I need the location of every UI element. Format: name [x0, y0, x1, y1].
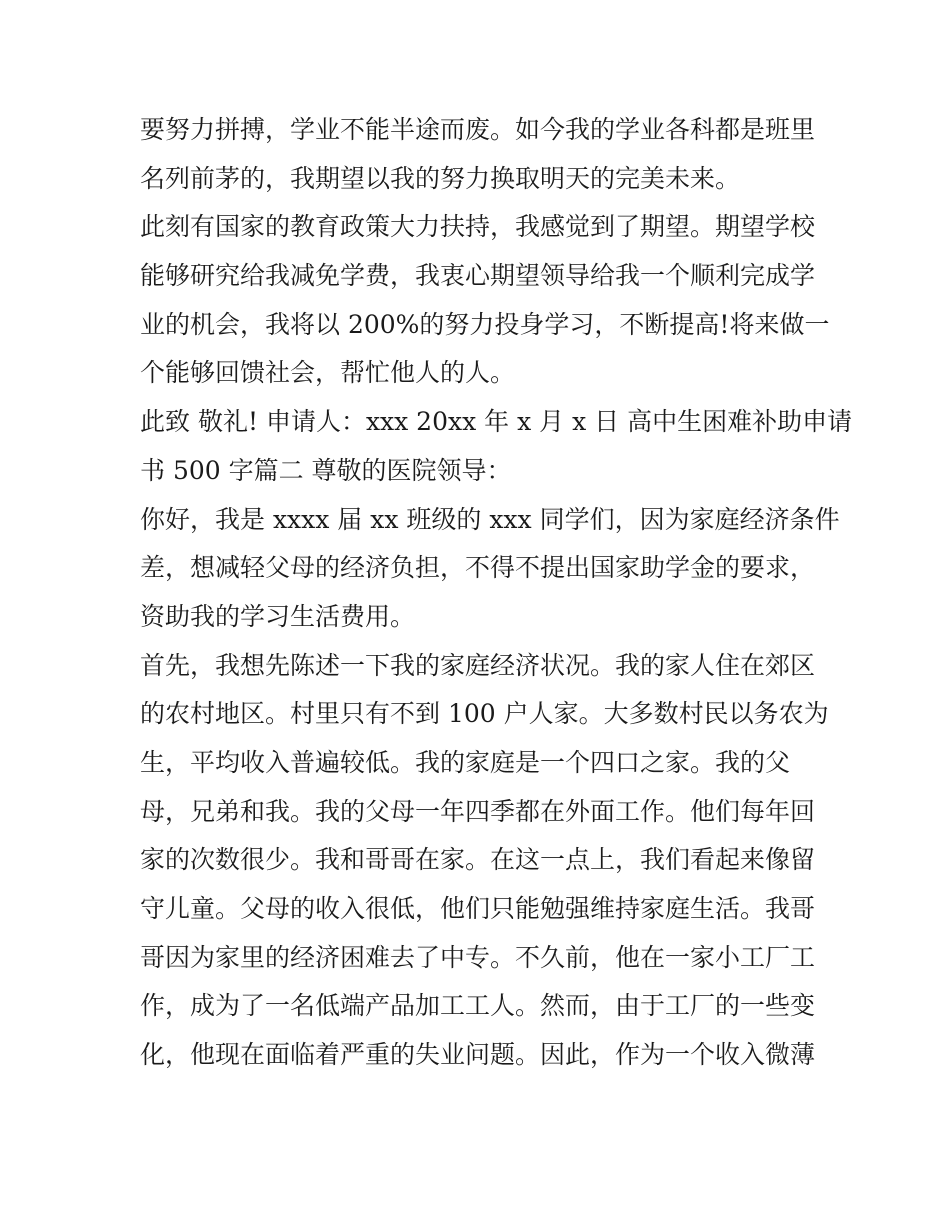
text-line: 此致 敬礼! 申请人：xxx 20xx 年 x 月 x 日 高中生困难补助申请 — [140, 407, 853, 437]
paragraph-greeting — [140, 496, 840, 642]
paragraph-policy-support — [140, 203, 830, 398]
document-body — [140, 106, 853, 1080]
text-line: 此刻有国家的教育政策大力扶持，我感觉到了期望。期望学校 — [140, 212, 816, 242]
text-line: 守儿童。父母的收入很低，他们只能勉强维持家庭生活。我哥 — [140, 894, 816, 923]
text-line: 作，成为了一名低端产品加工工人。然而，由于工厂的一些变 — [140, 991, 816, 1021]
paragraph-closing-and-heading — [140, 398, 853, 495]
text-line: 名列前茅的，我期望以我的努力换取明天的完美未来。 — [140, 163, 741, 193]
text-line: 能够研究给我减免学费，我衷心期望领导给我一个顺利完成学 — [140, 261, 816, 291]
text-line: 你好，我是 xxxx 届 xx 班级的 xxx 同学们，因为家庭经济条件 — [140, 504, 840, 534]
text-line: 生，平均收入普遍较低。我的家庭是一个四口之家。我的父 — [140, 747, 791, 777]
text-line: 业的机会，我将以 200%的努力投身学习，不断提高!将来做一 — [140, 309, 830, 339]
text-line: 书 500 字篇二 尊敬的医院领导： — [140, 455, 512, 485]
text-line: 首先，我想先陈述一下我的家庭经济状况。我的家人住在郊区 — [140, 650, 816, 680]
text-line: 资助我的学习生活费用。 — [140, 601, 416, 631]
text-line: 差，想减轻父母的经济负担，不得不提出国家助学金的要求， — [140, 553, 816, 583]
text-line: 家的次数很少。我和哥哥在家。在这一点上，我们看起来像留 — [140, 845, 816, 875]
text-line: 个能够回馈社会，帮忙他人的人。 — [140, 358, 516, 388]
text-line: 要努力拼搏，学业不能半途而废。如今我的学业各科都是班里 — [140, 115, 816, 144]
text-line: 哥因为家里的经济困难去了中专。不久前，他在一家小工厂工 — [140, 942, 816, 972]
text-line: 的农村地区。村里只有不到 100 户人家。大多数村民以务农为 — [140, 699, 829, 729]
paragraph-family-situation — [140, 642, 829, 1080]
text-line: 化，他现在面临着严重的失业问题。因此，作为一个收入微薄 — [140, 1040, 816, 1070]
paragraph-study-hard — [140, 106, 816, 203]
text-line: 母，兄弟和我。我的父母一年四季都在外面工作。他们每年回 — [140, 796, 816, 826]
